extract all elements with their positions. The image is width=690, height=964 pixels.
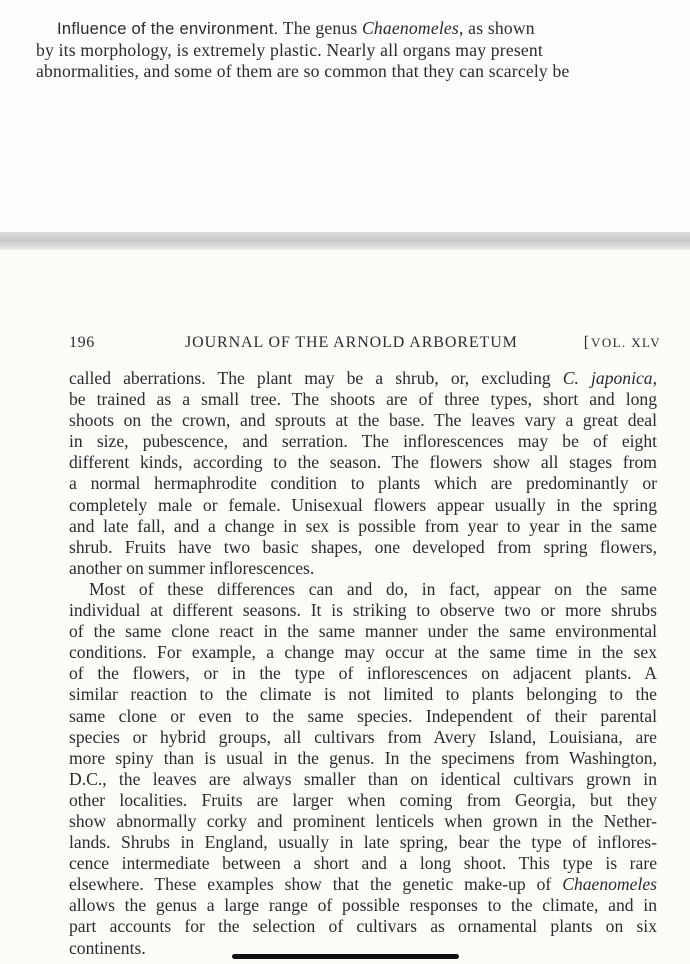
text-line: abnormalities, and some of them are so common that they can scarcely be [36, 61, 570, 81]
text-line: in size, pubescence, and serration. The inflorescences may be of eight [69, 431, 657, 452]
text-line: of the flowers, or in the type of inflorescences on adjacent plants. A [69, 663, 657, 684]
previous-page-text [36, 18, 626, 82]
text-run: The genus [278, 18, 362, 38]
text-line: shrub. Fruits have two basic shapes, one developed from spring flowers, [69, 536, 657, 557]
volume-text: VOL. XLV [591, 335, 661, 350]
text-line: cence intermediate between a short and a long shoot. This type is rare [69, 853, 657, 874]
running-head [69, 334, 661, 356]
text-line: lands. Shrubs in England, usually in late spring, bear the type of inflores- [69, 832, 657, 853]
text-line [36, 18, 626, 40]
text-line: a normal hermaphrodite condition to plants which are predominantly or [69, 473, 657, 494]
section-heading: Influence of the environment. [57, 20, 279, 38]
paragraph-start: Most of these differences can and do, in fact, appear on the same [89, 578, 657, 599]
text-line: part accounts for the selection of cultivars as ornamental plants on six [69, 916, 657, 937]
text-line: by its morphology, is extremely plastic. Nearly all organs may present [36, 40, 544, 60]
text-line [69, 368, 657, 389]
volume-bracket: [ [583, 334, 590, 351]
body-text [69, 368, 657, 959]
text-line: different kinds, according to the season. The flowers show all stages from [69, 452, 657, 473]
text-line: of the same clone react in the same manner under the same environmental [69, 621, 657, 642]
home-indicator[interactable] [232, 954, 459, 959]
species-name: C. japonica [562, 368, 653, 388]
text-run: called aberrations. The plant may be a shrub, or, excluding [69, 368, 563, 388]
text-line: conditions. For example, a change may occur at the same time in the sex [69, 642, 657, 663]
genus-name: Chaenomeles [361, 18, 459, 38]
text-line: continents. [69, 937, 146, 958]
text-run: , as shown [458, 18, 535, 38]
text-run: , [652, 368, 657, 388]
text-line: allows the genus a large range of possible responses to the climate, and in [69, 895, 657, 916]
previous-page-fragment [0, 0, 690, 232]
text-line: be trained as a small tree. The shoots are of three types, short and long [69, 389, 657, 410]
journal-title: JOURNAL OF THE ARNOLD ARBORETUM [185, 334, 518, 351]
text-line: D.C., the leaves are always smaller than on identical cultivars grown in [69, 768, 657, 789]
volume-label [584, 334, 661, 352]
text-line: other localities. Fruits are larger when coming from Georgia, but they [69, 789, 657, 810]
page-divider [0, 232, 690, 250]
text-run: elsewhere. These examples show that the genetic make-up of [69, 874, 563, 895]
text-line [69, 874, 657, 895]
text-line: individual at different seasons. It is striking to observe two or more shrubs [69, 600, 657, 621]
text-line: same clone or even to the same species. Independent of their parental [69, 705, 657, 726]
text-line: more spiny than is usual in the genus. In the specimens from Washington, [69, 747, 657, 768]
text-line: show abnormally corky and prominent lenticels when grown in the Nether- [69, 810, 657, 831]
text-line: another on summer inflorescences. [69, 557, 315, 578]
text-line: and late fall, and a change in sex is possible from year to year in the same [69, 515, 657, 536]
text-line: species or hybrid groups, all cultivars from Avery Island, Louisiana, are [69, 726, 657, 747]
text-line: completely male or female. Unisexual flowers appear usually in the spring [69, 494, 657, 515]
text-line: similar reaction to the climate is not limited to plants belonging to the [69, 684, 657, 705]
text-line: shoots on the crown, and sprouts at the base. The leaves vary a great deal [69, 410, 657, 431]
page-number: 196 [69, 334, 95, 351]
genus-name: Chaenomeles [562, 874, 657, 895]
